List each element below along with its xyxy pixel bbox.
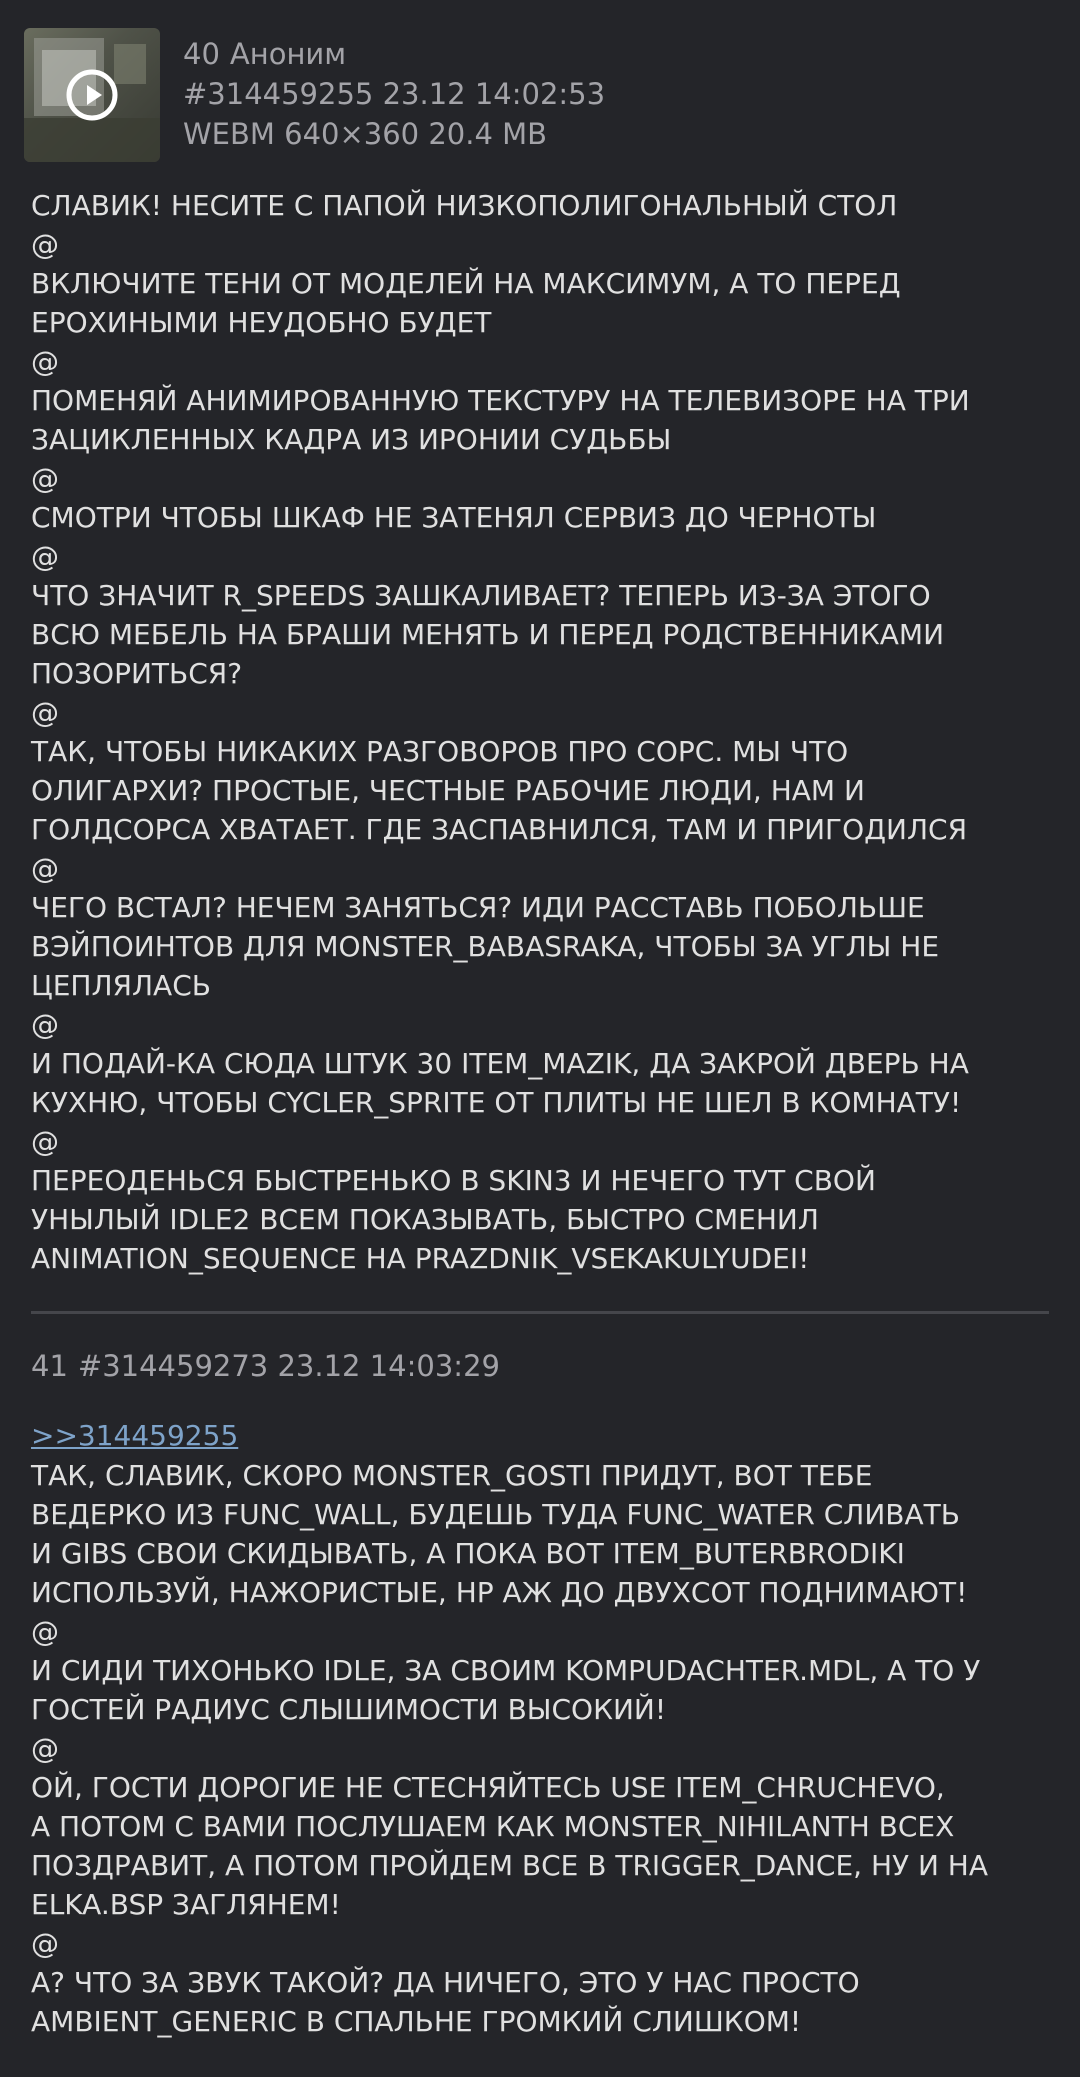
post-text-line: @ [31,462,59,495]
post-text-line: ПОЗОРИТЬСЯ? [31,657,243,690]
post-id-line [183,76,605,112]
post-text-line: ВСЮ МЕБЕЛЬ НА БРАШИ МЕНЯТЬ И ПЕРЕД РОДСТВЕННИКАМИ [31,618,945,651]
post-text-line: А? ЧТО ЗА ЗВУК ТАКОЙ? ДА НИЧЕГО, ЭТО У НАС ПРОСТО [31,1966,860,1999]
post-text-line: @ [31,345,59,378]
post-text-line: ELKA.BSP ЗАГЛЯНЕМ! [31,1888,341,1921]
post-text-line: ЗАЦИКЛЕННЫХ КАДРА ИЗ ИРОНИИ СУДЬБЫ [31,423,672,456]
post-text-line: ОЛИГАРХИ? ПРОСТЫЕ, ЧЕСТНЫЕ РАБОЧИЕ ЛЮДИ, НАМ И [31,774,865,807]
post-text-line: @ [31,1927,59,1960]
post-text-line: ЦЕПЛЯЛАСЬ [31,969,211,1002]
post-text-line: И GIBS СВОИ СКИДЫВАТЬ, А ПОКА ВОТ ITEM_BUTERBRODIKI [31,1537,905,1570]
post-text-line: @ [31,228,59,261]
file-info[interactable]: WEBM 640×360 20.4 MB [183,117,548,151]
post-text-line: @ [31,696,59,729]
post-id[interactable]: #314459255 [183,77,374,111]
post-datetime: 23.12 14:03:29 [277,1349,500,1383]
post-text-line: ТАК, СЛАВИК, СКОРО MONSTER_GOSTI ПРИДУТ, ВОТ ТЕБЕ [31,1459,873,1492]
post-text-line: ПОЗДРАВИТ, А ПОТОМ ПРОЙДЕМ ВСЕ В TRIGGER_DANCE, НУ И НА [31,1849,989,1882]
thumbnail-shape [114,44,146,84]
post-text-line: @ [31,1008,59,1041]
post-text-line: ОЙ, ГОСТИ ДОРОГИЕ НЕ СТЕСНЯЙТЕСЬ USE ITEM_CHRUCHEVO, [31,1771,945,1804]
post-text-line: ТАК, ЧТОБЫ НИКАКИХ РАЗГОВОРОВ ПРО СОРС. МЫ ЧТО [31,735,849,768]
post-text-line: AMBIENT_GENERIC В СПАЛЬНЕ ГРОМКИЙ СЛИШКОМ! [31,2005,802,2038]
play-circle-icon[interactable] [66,69,118,121]
post-text-line: ИСПОЛЬЗУЙ, НАЖОРИСТЫЕ, HP АЖ ДО ДВУХСОТ ПОДНИМАЮТ! [31,1576,968,1609]
post-number[interactable]: 41 [31,1349,68,1383]
post-text-line: @ [31,1125,59,1158]
post-text-line: ПЕРЕОДЕНЬСЯ БЫСТРЕНЬКО В SKIN3 И НЕЧЕГО ТУТ СВОЙ [31,1164,876,1197]
post-text-line: ЧЕГО ВСТАЛ? НЕЧЕМ ЗАНЯТЬСЯ? ИДИ РАССТАВЬ ПОБОЛЬШЕ [31,891,925,924]
post-id[interactable]: #314459273 [77,1349,269,1383]
post-text-line: ВЕДЕРКО ИЗ FUNC_WALL, БУДЕШЬ ТУДА FUNC_WATER СЛИВАТЬ [31,1498,960,1531]
post-text-line: ЕРОХИНЫМИ НЕУДОБНО БУДЕТ [31,306,492,339]
post-text-line: ВКЛЮЧИТЕ ТЕНИ ОТ МОДЕЛЕЙ НА МАКСИМУМ, А ТО ПЕРЕД [31,267,901,300]
post-text-line: ЧТО ЗНАЧИТ R_SPEEDS ЗАШКАЛИВАЕТ? ТЕПЕРЬ ИЗ-ЗА ЭТОГО [31,579,931,612]
post-text-line: А ПОТОМ С ВАМИ ПОСЛУШАЕМ КАК MONSTER_NIHILANTH ВСЕХ [31,1810,955,1843]
post-text-line: СМОТРИ ЧТОБЫ ШКАФ НЕ ЗАТЕНЯЛ СЕРВИЗ ДО ЧЕРНОТЫ [31,501,877,534]
post-datetime: 23.12 14:02:53 [382,77,606,111]
post-body [31,1456,1061,2041]
thumbnail-shape [24,118,160,162]
post-text-line: @ [31,540,59,573]
post-text-line: И ПОДАЙ-КА СЮДА ШТУК 30 ITEM_MAZIK, ДА ЗАКРОЙ ДВЕРЬ НА [31,1047,969,1080]
post-body [31,186,1061,1278]
post-text-line: ANIMATION_SEQUENCE НА PRAZDNIK_VSEKAKULYUDEI! [31,1242,810,1275]
post-text-line: СЛАВИК! НЕСИТЕ С ПАПОЙ НИЗКОПОЛИГОНАЛЬНЫЙ СТОЛ [31,189,898,222]
post-text-line: @ [31,852,59,885]
post-text-line: УНЫЛЫЙ IDLE2 ВСЕМ ПОКАЗЫВАТЬ, БЫСТРО СМЕНИЛ [31,1203,819,1236]
author-name: Аноним [229,37,347,71]
post-text-line: ПОМЕНЯЙ АНИМИРОВАННУЮ ТЕКСТУРУ НА ТЕЛЕВИЗОРЕ НА ТРИ [31,384,970,417]
post-number[interactable]: 40 [183,37,220,71]
post-text-line: ГОСТЕЙ РАДИУС СЛЫШИМОСТИ ВЫСОКИЙ! [31,1693,667,1726]
post-text-line: @ [31,1732,59,1765]
video-thumbnail[interactable] [24,28,160,162]
post-divider [31,1311,1049,1314]
reply-link[interactable]: >>314459255 [31,1419,239,1452]
post-header [31,1348,500,1384]
post-text-line: @ [31,1615,59,1648]
post-text-line: КУХНЮ, ЧТОБЫ CYCLER_SPRITE ОТ ПЛИТЫ НЕ ШЕЛ В КОМНАТУ! [31,1086,962,1119]
post-header [183,36,346,72]
post-text-line: ГОЛДСОРСА ХВАТАЕТ. ГДЕ ЗАСПАВНИЛСЯ, ТАМ И ПРИГОДИЛСЯ [31,813,968,846]
post-text-line: И СИДИ ТИХОНЬКО IDLE, ЗА СВОИМ KOMPUDACHTER.MDL, А ТО У [31,1654,981,1687]
post-text-line: ВЭЙПОИНТОВ ДЛЯ MONSTER_BABASRAKA, ЧТОБЫ ЗА УГЛЫ НЕ [31,930,940,963]
